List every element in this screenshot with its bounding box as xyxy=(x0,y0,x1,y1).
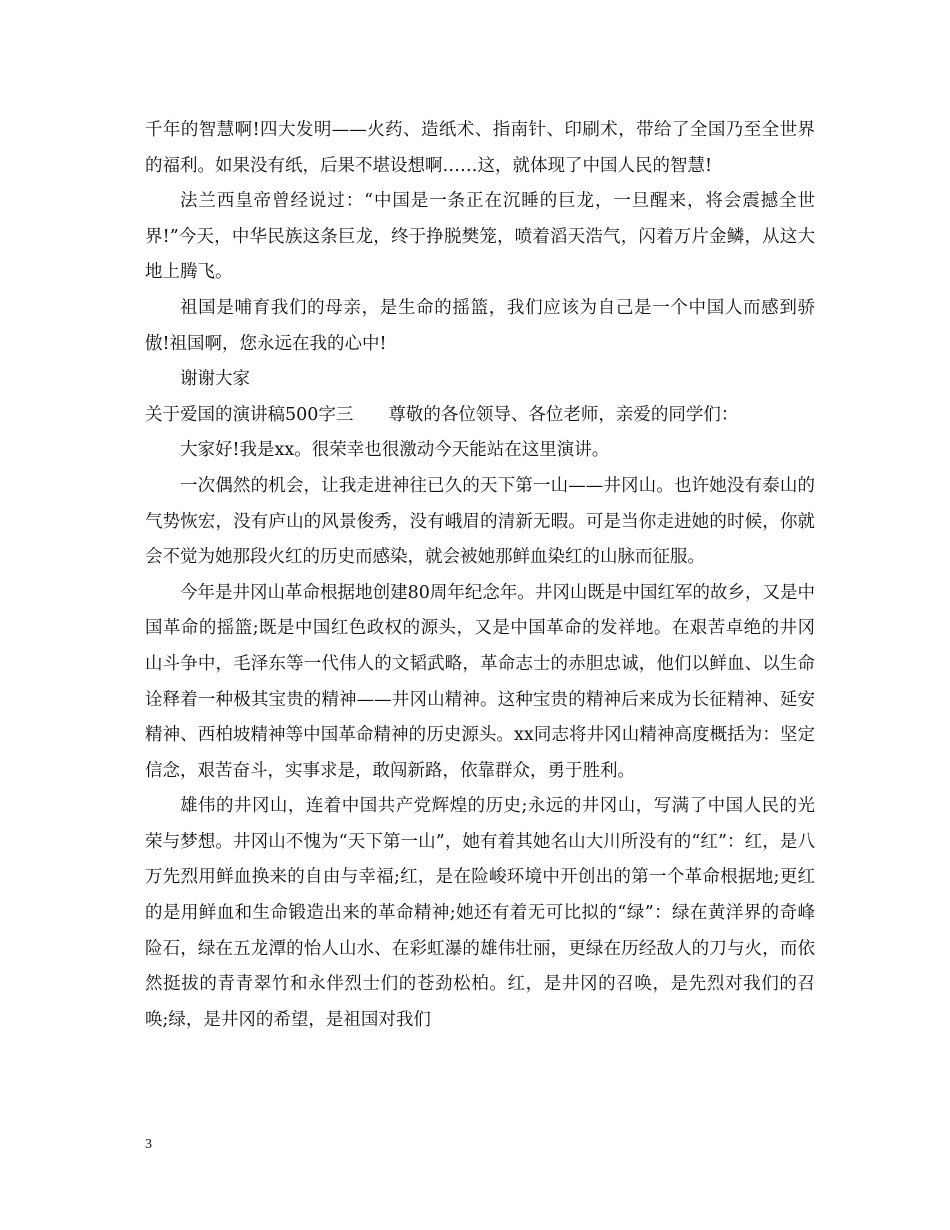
paragraph-7: 一次偶然的机会，让我走进神往已久的天下第一山——井冈山。也许她没有泰山的气势恢宏，没有庐山的风景俊秀，没有峨眉的清新无暇。可是当你走进她的时候，你就会不觉为她那段火红的历史而感染，就会被她那鲜血染红的山脉而征服。 xyxy=(145,475,815,568)
document-body xyxy=(145,113,815,1038)
paragraph-3: 祖国是哺育我们的母亲，是生命的摇篮，我们应该为自己是一个中国人而感到骄傲!祖国啊，您永远在我的心中! xyxy=(145,297,815,354)
paragraph-4: 谢谢大家 xyxy=(180,369,250,390)
speech-heading: 关于爱国的演讲稿500字三 尊敬的各位领导、各位老师，亲爱的同学们： xyxy=(145,404,739,425)
paragraph-8: 今年是井冈山革命根据地创建80周年纪念年。井冈山既是中国红军的故乡，又是中国革命的摇篮;既是中国红色政权的源头，又是中国革命的发祥地。在艰苦卓绝的井冈山斗争中，毛泽东等一代伟人的文韬武略，革命志士的赤胆忠诚，他们以鲜血、以生命诠释着一种极其宝贵的精神——井冈山精神。这种宝贵的精神后来成为长征精神、延安精神、西柏坡精神等中国革命精神的历史源头。xx同志将井冈山精神高度概括为：坚定信念，艰苦奋斗，实事求是，敢闯新路，依靠群众，勇于胜利。 xyxy=(145,582,815,781)
paragraph-9: 雄伟的井冈山，连着中国共产党辉煌的历史;永远的井冈山，写满了中国人民的光荣与梦想。井冈山不愧为“天下第一山”，她有着其她名山大川所没有的“红”：红，是八万先烈用鲜血换来的自由与幸福;红，是在险峻环境中开创出的第一个革命根据地;更红的是用鲜血和生命锻造出来的革命精神;她还有着无可比拟的“绿”：绿在黄洋界的奇峰险石，绿在五龙潭的怡人山水、在彩虹瀑的雄伟壮丽，更绿在历经敌人的刀与火，而依然挺拔的青青翠竹和永伴烈士们的苍劲松柏。红，是井冈的召唤，是先烈对我们的召唤;绿，是井冈的希望，是祖国对我们 xyxy=(145,796,815,1030)
paragraph-2: 法兰西皇帝曾经说过：“中国是一条正在沉睡的巨龙，一旦醒来，将会震撼全世界!”今天，中华民族这条巨龙，终于挣脱樊笼，喷着滔天浩气，闪着万片金鳞，从这大地上腾飞。 xyxy=(145,191,815,283)
paragraph-1: 千年的智慧啊!四大发明——火药、造纸术、指南针、印刷术，带给了全国乃至全世界的福利。如果没有纸，后果不堪设想啊……这，就体现了中国人民的智慧! xyxy=(145,120,815,176)
page-number: 3 xyxy=(145,1137,152,1152)
paragraph-6: 大家好!我是xx。很荣幸也很激动今天能站在这里演讲。 xyxy=(180,440,610,461)
